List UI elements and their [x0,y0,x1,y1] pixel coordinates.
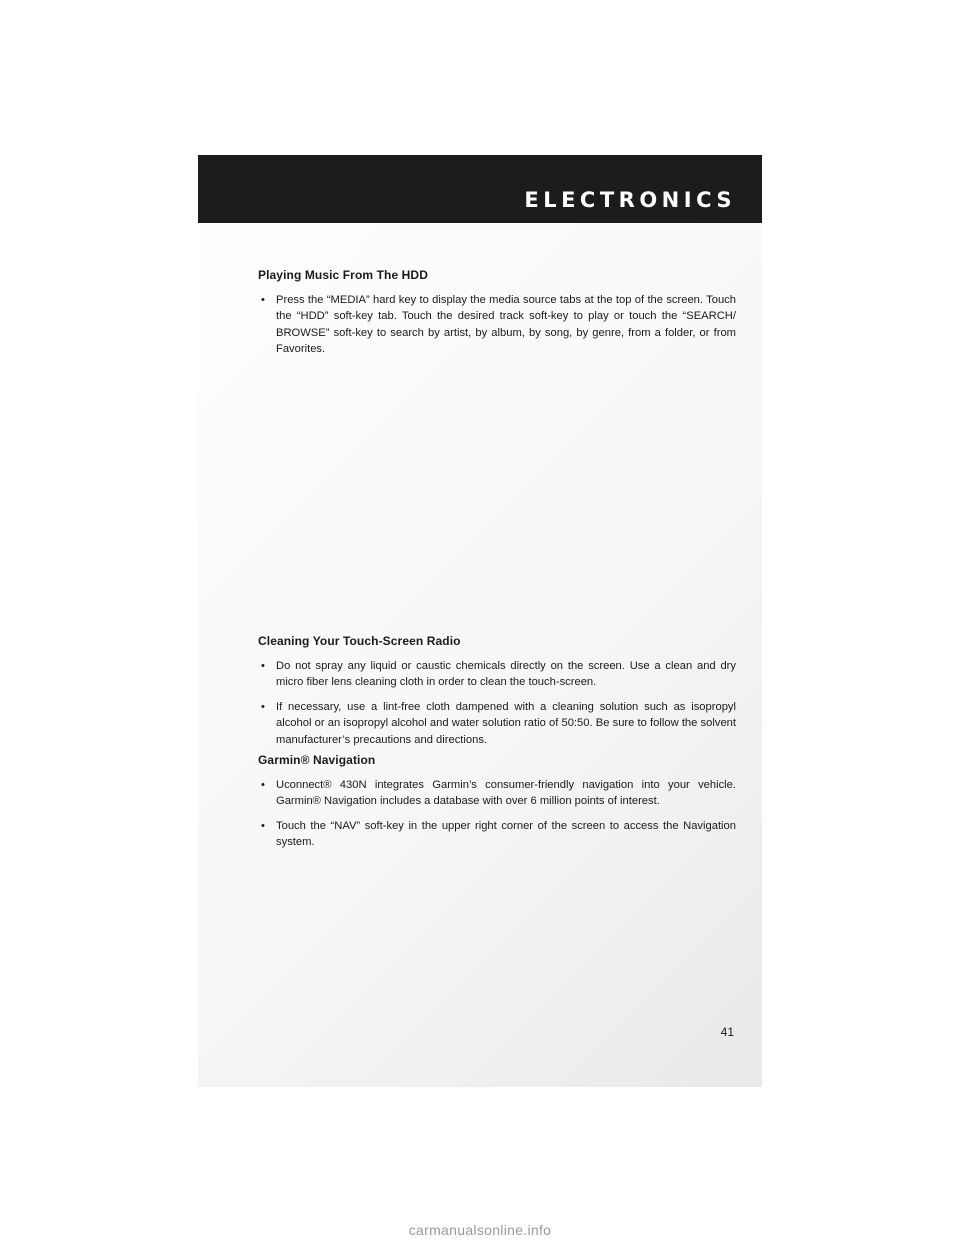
section-heading: Playing Music From The HDD [258,268,428,282]
page-number: 41 [720,1025,734,1039]
bullet-item [258,292,736,358]
bullet-item [258,658,736,691]
bullet-text: If necessary, use a lint-free cloth dampened with a cleaning solution such as isopropyl alcohol or an isopropyl alcohol and water solution ratio of 50:50. Be sure to follow the solvent manufacturer’s precautions and directions. [276,700,736,746]
section-title: ELECTRONICS [524,188,736,212]
bullet-text: Do not spray any liquid or caustic chemicals directly on the screen. Use a clean and dry micro fiber lens cleaning cloth in order to clean the touch-screen. [276,659,736,688]
bullet-glyph: • [261,700,265,713]
section-header-bar [198,155,762,223]
section-garmin-navigation [258,752,736,859]
bullet-text: Press the “MEDIA” hard key to display the media source tabs at the top of the screen. Touch the “HDD” soft-key tab. Touch the desired track soft-key to play or touch the “SEARCH/ BROWSE” soft-key to search by artist, by album, by song, by genre, from a folder, or from Favorites. [276,293,736,355]
bullet-list [258,292,736,358]
bullet-glyph: • [261,819,265,832]
bullet-list [258,658,736,749]
bullet-item [258,818,736,851]
bullet-text: Touch the “NAV” soft-key in the upper right corner of the screen to access the Navigation system. [276,819,736,848]
bullet-glyph: • [261,659,265,672]
bullet-text: Uconnect® 430N integrates Garmin’s consumer-friendly navigation into your vehicle. Garmin® Navigation includes a database with over 6 million points of interest. [276,778,736,807]
section-cleaning-touch-screen [258,633,736,756]
bullet-glyph: • [261,293,265,306]
bullet-glyph: • [261,778,265,791]
manual-page [198,155,762,1087]
watermark-text: carmanualsonline.info [408,1222,552,1238]
section-heading: Garmin® Navigation [258,753,376,767]
section-heading: Cleaning Your Touch-Screen Radio [258,634,461,648]
bullet-item [258,777,736,810]
bullet-item [258,699,736,749]
section-playing-music-hdd [258,267,736,366]
bullet-list [258,777,736,851]
